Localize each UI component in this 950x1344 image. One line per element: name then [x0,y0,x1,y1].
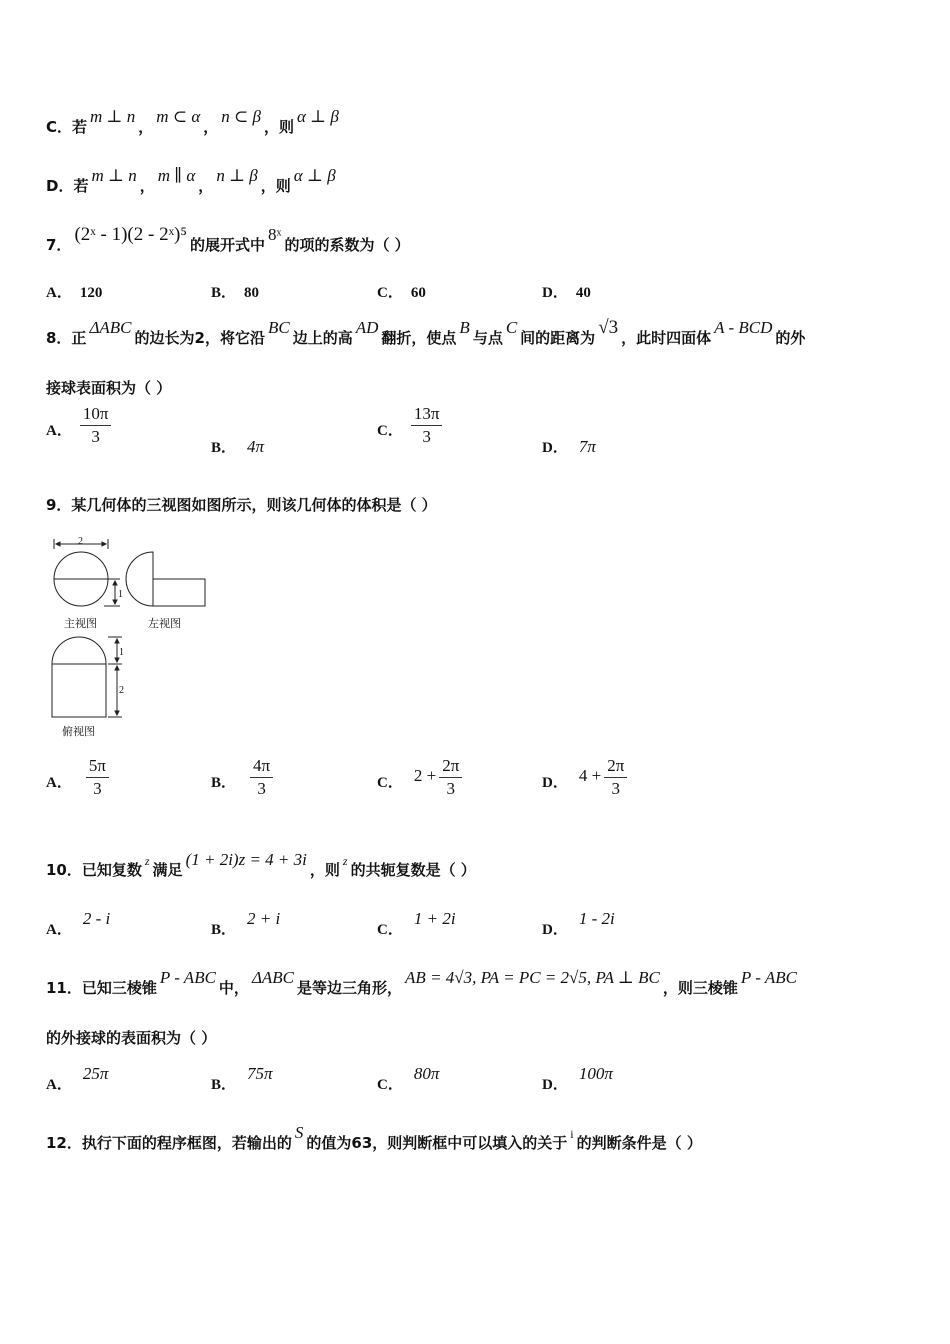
option-value: 4π [247,437,265,456]
q11-pabc2: P - ABC [740,968,797,987]
q11-pabc: P - ABC [159,968,216,987]
option-fraction [439,756,462,799]
q12-text-2: 的判断条件是（ ） [576,1134,702,1152]
q8-tetra: A - BCD [714,318,773,337]
top-view-label: 俯视图 [62,725,95,738]
q12-number: 12．执行下面的程序框图，若输出的 [46,1134,292,1152]
option-fraction [86,756,109,799]
option-label: C． [377,1077,403,1093]
q6-c-sep1: ， [138,118,154,136]
option-value: 120 [79,285,103,301]
q8-text-3: 翻折，使点 [381,329,457,347]
q11-text-1: 中， [218,979,249,997]
q10-option-b[interactable] [211,909,283,939]
q8-text-1: 的边长为2，将它沿 [134,329,265,347]
q7-option-b[interactable] [211,281,259,302]
q7-stem [46,224,410,256]
q11-triangle: ΔABC [251,968,295,987]
option-value: 1 - 2i [578,909,615,928]
option-label: B． [211,440,237,456]
q6-d-e2: m ∥ α [157,166,196,185]
fraction-denominator: 3 [422,427,431,446]
option-label: A． [46,922,72,938]
q8-triangle: ΔABC [89,318,132,337]
q8-b: B [459,318,470,337]
q6-c-e3: n ⊂ β [221,107,261,126]
q8-text-4: 与点 [472,329,503,347]
q10-stem [46,850,476,880]
option-value: 100π [578,1064,613,1083]
q10-text-1: 满足 [152,861,183,879]
q8-stem [46,317,806,349]
q8-option-c[interactable] [377,404,442,453]
q7-number: 7． [46,236,72,254]
q11-option-d[interactable] [542,1064,616,1094]
q10-text-3: 的共轭复数是（ ） [350,861,476,879]
q11-stem-line2: 的外接球的表面积为（ ） [46,1029,217,1047]
q8-ad: AD [355,318,379,337]
q9-option-c[interactable] [377,756,462,805]
three-view-figure [46,535,216,740]
fraction-numerator: 10π [80,404,112,426]
q8-option-b[interactable] [211,436,267,457]
q10-equation: (1 + 2i)z = 4 + 3i [185,850,307,869]
q6-d-sep2: ， [198,177,214,195]
q7-option-a[interactable] [46,281,102,302]
q6-d-label: D．若 [46,177,89,195]
q10-z2: z [342,854,348,868]
fraction-denominator: 3 [93,779,102,798]
q6-d-sep3: ，则 [260,177,291,195]
q7-tail: 的项的系数为（ ） [284,236,410,254]
q6-c-e1: m ⊥ n [90,107,136,126]
option-label: C． [377,922,403,938]
option-label: D． [542,922,568,938]
q7-option-c[interactable] [377,281,426,302]
option-label: A． [46,285,72,301]
q10-option-c[interactable] [377,909,459,939]
q6-c-e2: m ⊂ α [156,107,201,126]
q10-z: z [144,854,150,868]
q8-number: 8．正 [46,329,87,347]
q11-option-b[interactable] [211,1064,276,1094]
dim-top-1: 1 [119,647,124,658]
option-label: B． [211,1077,237,1093]
q6-d-e4: α ⊥ β [293,166,336,185]
q11-text-3: ，则三棱锥 [662,979,738,997]
option-label: D． [542,774,568,791]
option-prefix: 2 + [413,765,437,785]
left-view-label: 左视图 [148,617,181,630]
q8-sqrt3: √3 [598,317,619,338]
option-label: D． [542,1077,568,1093]
q12-i: i [570,1127,574,1141]
option-value: 80π [413,1064,440,1083]
q11-number: 11．已知三棱锥 [46,979,157,997]
option-value: 7π [578,437,596,456]
option-value: 2 + i [247,909,281,928]
option-label: A． [46,774,72,791]
q6-c-label: C．若 [46,118,88,136]
fraction-numerator: 2π [439,756,462,778]
option-fraction [250,756,273,799]
q8-text-6: ，此时四面体 [621,329,712,347]
q6-option-c [46,107,342,137]
option-label: D． [542,440,568,456]
q6-c-sep3: ，则 [263,118,294,136]
option-value: 75π [247,1064,273,1083]
front-view [54,539,120,606]
option-fraction [411,404,443,447]
dim-top-2: 2 [119,685,124,696]
q10-text-2: ，则 [309,861,340,879]
option-value: 25π [82,1064,109,1083]
q6-c-e4: α ⊥ β [297,107,339,126]
fraction-numerator: 5π [86,756,109,778]
q7-mid: 的展开式中 [190,236,266,254]
top-view [52,637,122,717]
q12-s: S [294,1123,304,1142]
option-fraction [80,404,112,447]
q10-option-a[interactable] [46,909,113,939]
option-value: 40 [575,285,591,301]
q6-c-sep2: ， [203,118,219,136]
q8-option-a[interactable] [46,404,111,453]
option-value: 2 - i [82,909,111,928]
q7-expression: (2ˣ - 1)(2 - 2ˣ)⁵ [74,224,188,245]
q12-stem [46,1123,702,1153]
dim-front-height: 1 [118,589,123,600]
q8-option-d[interactable] [542,436,599,457]
front-view-label: 主视图 [64,617,97,630]
option-label: C． [377,422,403,439]
q6-option-d [46,166,339,196]
q7-option-d[interactable] [542,281,591,302]
q10-option-d[interactable] [542,909,618,939]
q8-c: C [505,318,518,337]
q8-stem-line2: 接球表面积为（ ） [46,379,172,397]
q11-conditions: AB = 4√3, PA = PC = 2√5, PA ⊥ BC [405,968,660,987]
q12-text-1: 的值为63，则判断框中可以填入的关于 [306,1134,568,1152]
option-label: A． [46,422,72,439]
option-label: B． [211,922,237,938]
q9-option-d[interactable] [542,756,627,805]
option-value: 1 + 2i [413,909,456,928]
fraction-denominator: 3 [446,779,455,798]
q7-term: 8ˣ [268,225,282,244]
option-label: B． [211,774,237,791]
q10-number: 10．已知复数 [46,861,142,879]
fraction-denominator: 3 [257,779,266,798]
q8-text-5: 间的距离为 [520,329,596,347]
option-label: C． [377,285,403,301]
option-prefix: 4 + [578,765,602,785]
q11-option-c[interactable] [377,1064,442,1094]
fraction-numerator: 4π [250,756,273,778]
q11-option-a[interactable] [46,1064,111,1094]
option-label: C． [377,774,403,791]
q11-text-2: 是等边三角形， [297,979,403,997]
option-fraction [604,756,627,799]
q9-option-a[interactable] [46,756,109,805]
option-value: 60 [410,285,426,301]
option-label: D． [542,285,568,301]
option-value: 80 [244,285,260,301]
q6-d-sep1: ， [139,177,155,195]
fraction-denominator: 3 [611,779,620,798]
q11-stem [46,968,800,998]
q8-bc: BC [267,318,290,337]
fraction-denominator: 3 [91,427,100,446]
q8-text-7: 的外 [775,329,806,347]
fraction-numerator: 13π [411,404,443,426]
q9-option-b[interactable] [211,756,273,805]
dim-width: 2 [78,536,83,547]
q6-d-e3: n ⊥ β [216,166,258,185]
q8-text-2: 边上的高 [292,329,353,347]
left-view [126,552,205,606]
q9-stem: 9．某几何体的三视图如图所示，则该几何体的体积是（ ） [46,496,437,514]
option-label: A． [46,1077,72,1093]
option-label: B． [211,285,237,301]
q6-d-e1: m ⊥ n [91,166,137,185]
fraction-numerator: 2π [604,756,627,778]
